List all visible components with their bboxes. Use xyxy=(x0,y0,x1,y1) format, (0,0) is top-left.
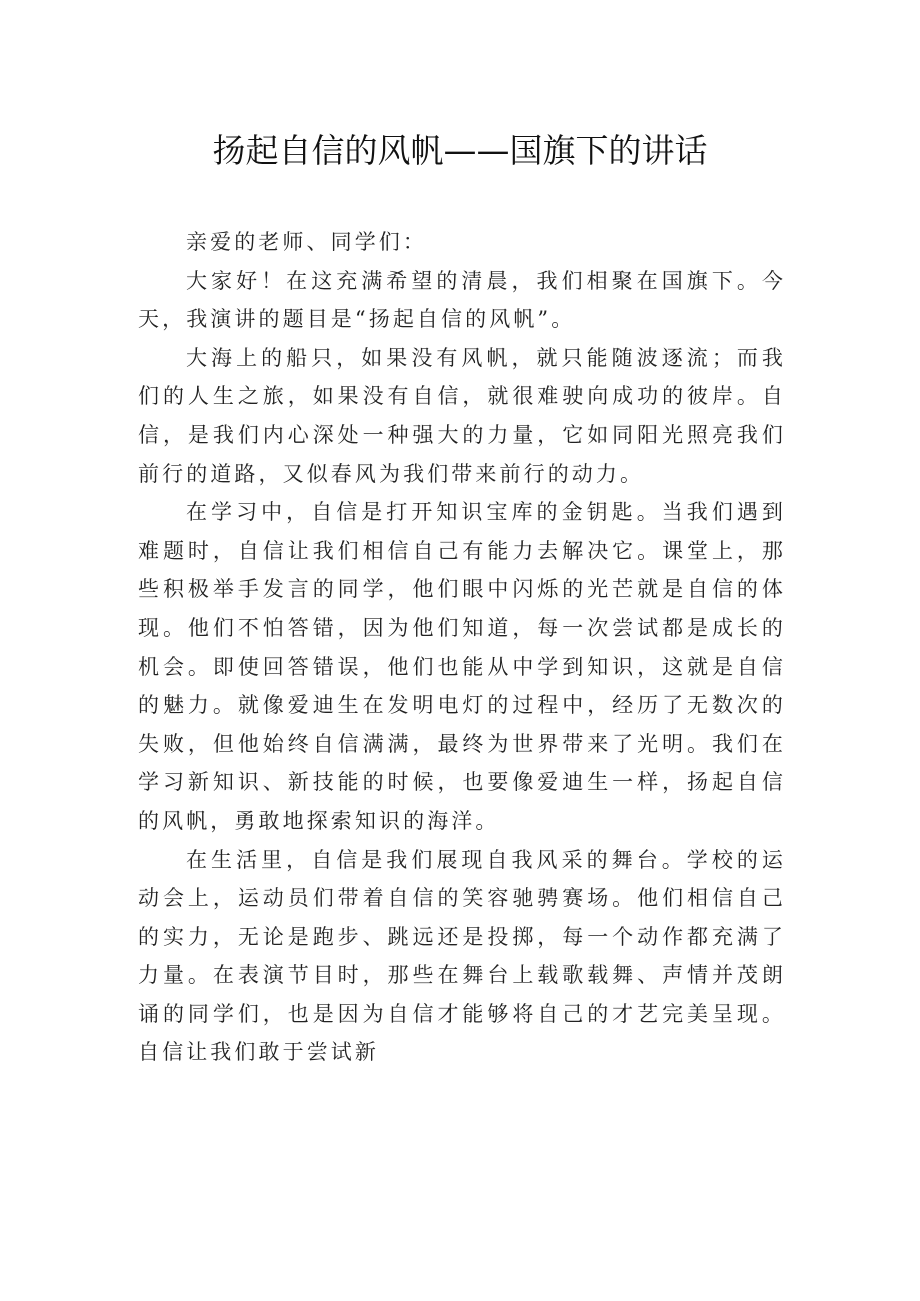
document-title: 扬起自信的风帆——国旗下的讲话 xyxy=(212,131,708,170)
paragraph-salutation: 亲爱的老师、同学们： xyxy=(186,230,427,254)
paragraph-greeting: 大家好！在这充满希望的清晨，我们相聚在国旗下。今天，我演讲的题目是“扬起自信的风帆”。 xyxy=(138,268,786,332)
paragraph-sail-metaphor: 大海上的船只，如果没有风帆，就只能随波逐流；而我们的人生之旅，如果没有自信，就很难驶向成功的彼岸。自信，是我们内心深处一种强大的力量，它如同阳光照亮我们前行的道路，又似春风为我们带来前行的动力。 xyxy=(138,345,786,486)
paragraph-life: 在生活里，自信是我们展现自我风采的舞台。学校的运动会上，运动员们带着自信的笑容驰骋赛场。他们相信自己的实力，无论是跑步、跳远还是投掷，每一个动作都充满了力量。在表演节目时，那些在舞台上载歌载舞、声情并茂朗诵的同学们，也是因为自信才能够将自己的才艺完美呈现。自信让我们敢于尝试新 xyxy=(138,847,786,1065)
document-body xyxy=(138,223,786,1072)
paragraph-study: 在学习中，自信是打开知识宝库的金钥匙。当我们遇到难题时，自信让我们相信自己有能力去解决它。课堂上，那些积极举手发言的同学，他们眼中闪烁的光芒就是自信的体现。他们不怕答错，因为他们知道，每一次尝试都是成长的机会。即使回答错误，他们也能从中学到知识，这就是自信的魅力。就像爱迪生在发明电灯的过程中，经历了无数次的失败，但他始终自信满满，最终为世界带来了光明。我们在学习新知识、新技能的时候，也要像爱迪生一样，扬起自信的风帆，勇敢地探索知识的海洋。 xyxy=(138,500,786,833)
